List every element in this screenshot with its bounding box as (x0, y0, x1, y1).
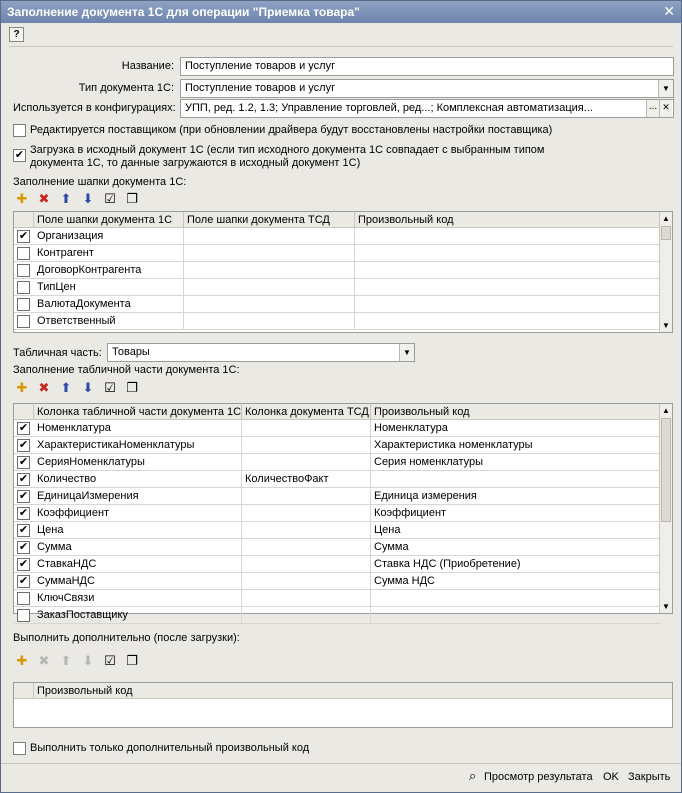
add-icon[interactable]: ✚ (16, 653, 28, 668)
table-cell[interactable] (242, 539, 371, 556)
row-checkbox[interactable] (17, 592, 30, 605)
doctype-dropdown-icon[interactable]: ▼ (658, 80, 673, 97)
table-header (14, 212, 661, 228)
table-row[interactable] (14, 488, 661, 505)
scroll-up-icon[interactable]: ▲ (662, 214, 670, 223)
name-label: Название: (121, 60, 174, 72)
table-cell[interactable]: Коэффициент (374, 507, 447, 519)
column-header[interactable]: Произвольный код (358, 214, 454, 226)
tabular-columns-table (13, 403, 673, 621)
row-checkbox[interactable]: ✔ (18, 575, 29, 587)
row-checkbox[interactable] (17, 247, 30, 260)
table-cell[interactable] (371, 607, 661, 624)
column-header[interactable]: Поле шапки документа ТСД (184, 212, 355, 228)
scroll-up-icon[interactable]: ▲ (662, 406, 670, 415)
table-cell[interactable] (184, 262, 355, 279)
load-into-source-checkbox[interactable]: ✔ (14, 149, 25, 161)
table-cell[interactable]: ВалютаДокумента (34, 296, 184, 313)
table-cell[interactable]: ХарактеристикаНоменклатуры (34, 437, 242, 454)
delete-icon[interactable]: ✖ (38, 380, 50, 395)
table-cell[interactable]: Коэффициент (34, 505, 242, 522)
table-cell[interactable]: Ставка НДС (Приобретение) (374, 558, 521, 570)
tabular-toolbar (13, 379, 145, 399)
add-icon[interactable]: ✚ (16, 191, 28, 206)
table-row[interactable] (14, 262, 661, 279)
column-header[interactable]: Колонка табличной части документа 1С (34, 404, 242, 420)
move-down-icon[interactable]: ⬇ (82, 191, 94, 206)
table-cell[interactable]: ДоговорКонтрагента (34, 262, 184, 279)
table-cell[interactable] (371, 590, 661, 607)
table-cell[interactable]: Серия номенклатуры (374, 456, 484, 468)
row-checkbox[interactable] (17, 298, 30, 311)
table-cell[interactable]: Цена (34, 522, 242, 539)
table-cell[interactable]: Контрагент (34, 245, 184, 262)
table-cell[interactable] (184, 245, 355, 262)
table-cell[interactable]: КлючСвязи (34, 590, 242, 607)
table-cell[interactable]: Цена (374, 524, 401, 536)
delete-icon[interactable]: ✖ (38, 191, 50, 206)
table-cell[interactable] (242, 590, 371, 607)
table-cell[interactable] (242, 607, 371, 624)
tabular-label: Табличная часть: (13, 347, 102, 359)
table-cell[interactable]: Номенклатура (34, 420, 242, 437)
title-bar (1, 1, 681, 23)
move-down-icon[interactable]: ⬇ (82, 653, 94, 668)
table-cell[interactable] (242, 556, 371, 573)
copy-icon[interactable]: ❐ (126, 191, 138, 206)
table-cell[interactable] (184, 313, 355, 330)
configs-value: УПП, ред. 1.2, 1.3; Управление торговлей, ред...; Комплексная автоматизация... (185, 102, 593, 114)
table-cell[interactable]: Номенклатура (374, 422, 448, 434)
tabular-value: Товары (112, 346, 150, 358)
delete-icon[interactable]: ✖ (38, 653, 50, 668)
scroll-down-icon[interactable]: ▼ (662, 321, 670, 330)
only-extra-code-checkbox[interactable] (13, 742, 26, 755)
row-checkbox[interactable] (17, 609, 30, 622)
table-row[interactable] (14, 471, 661, 488)
table-row[interactable] (14, 437, 661, 454)
move-up-icon[interactable]: ⬆ (60, 191, 72, 206)
after-load-toolbar (13, 652, 145, 672)
only-extra-code-label: Выполнить только дополнительный произвольный код (30, 742, 310, 754)
close-button[interactable]: Закрыть (628, 771, 671, 783)
row-checkbox[interactable]: ✔ (18, 473, 29, 485)
table-cell[interactable]: Характеристика номенклатуры (374, 439, 533, 451)
table-row[interactable] (14, 505, 661, 522)
table-cell[interactable] (355, 296, 661, 313)
doctype-value: Поступление товаров и услуг (185, 82, 336, 94)
doctype-label: Тип документа 1С: (78, 82, 174, 94)
configs-field[interactable] (180, 99, 674, 118)
table-row[interactable] (14, 228, 661, 245)
window-title: Заполнение документа 1С для операции "Приемка товара" (7, 5, 360, 19)
table-cell[interactable]: СерияНоменклатуры (34, 454, 242, 471)
table-row[interactable] (14, 296, 661, 313)
table-row[interactable] (14, 420, 661, 437)
search-icon: ⌕ (469, 768, 477, 783)
table-cell[interactable]: Сумма НДС (374, 575, 435, 587)
table-row[interactable] (14, 522, 661, 539)
row-checkbox[interactable]: ✔ (18, 524, 29, 536)
table-cell[interactable]: Единица измерения (374, 490, 477, 502)
table-row[interactable] (14, 539, 661, 556)
table-cell[interactable]: Сумма (34, 539, 242, 556)
check-all-icon[interactable]: ☑ (104, 653, 116, 668)
column-header[interactable]: Произвольный код (374, 406, 470, 418)
configs-label: Используется в конфигурациях: (13, 102, 176, 114)
name-field[interactable]: Поступление товаров и услуг (180, 57, 674, 76)
table-cell[interactable]: СуммаНДС (34, 573, 242, 590)
configs-clear-icon[interactable]: ✕ (659, 100, 672, 117)
table-header (14, 683, 672, 699)
scroll-thumb[interactable] (661, 226, 671, 240)
move-up-icon[interactable]: ⬆ (60, 380, 72, 395)
after-load-table (13, 682, 673, 728)
table-cell[interactable]: ЕдиницаИзмерения (34, 488, 242, 505)
table-cell[interactable]: КоличествоФакт (242, 471, 371, 488)
row-checkbox[interactable]: ✔ (18, 490, 29, 502)
row-checkbox[interactable] (17, 264, 30, 277)
table-row[interactable] (14, 590, 661, 607)
table-cell[interactable]: СтавкаНДС (34, 556, 242, 573)
scroll-thumb[interactable] (661, 418, 671, 522)
table-cell[interactable] (242, 505, 371, 522)
table-cell[interactable]: Количество (34, 471, 242, 488)
table-cell[interactable] (242, 488, 371, 505)
load-into-source-label-line2: документа 1С, то данные загружаются в исходный документ 1С) (30, 157, 361, 169)
divider (9, 46, 673, 47)
ok-button[interactable]: OK (603, 771, 619, 783)
header-table-scrollbar[interactable] (659, 212, 672, 332)
add-icon[interactable]: ✚ (16, 380, 28, 395)
table-cell[interactable] (184, 296, 355, 313)
table-cell[interactable] (371, 471, 661, 488)
row-checkbox[interactable]: ✔ (18, 230, 29, 242)
check-all-icon[interactable]: ☑ (104, 191, 116, 206)
tabular-section-title: Заполнение табличной части документа 1С: (13, 364, 240, 376)
check-all-icon[interactable]: ☑ (104, 380, 116, 395)
row-checkbox[interactable]: ✔ (18, 439, 29, 451)
column-header[interactable]: Произвольный код (37, 685, 133, 697)
copy-icon[interactable]: ❐ (126, 380, 138, 395)
table-cell[interactable] (242, 454, 371, 471)
table-row[interactable] (14, 573, 661, 590)
table-row[interactable] (14, 279, 661, 296)
tabular-table-scrollbar[interactable] (659, 404, 672, 613)
table-cell[interactable] (242, 437, 371, 454)
row-checkbox[interactable]: ✔ (18, 422, 29, 434)
move-up-icon[interactable]: ⬆ (60, 653, 72, 668)
copy-icon[interactable]: ❐ (126, 653, 138, 668)
doctype-select[interactable] (180, 79, 674, 98)
table-cell[interactable] (242, 522, 371, 539)
load-into-source-label-line1: Загрузка в исходный документ 1С (если тип исходного документа 1С совпадает с выбранным типом (30, 144, 545, 156)
tabular-select[interactable] (107, 343, 415, 362)
configs-select-button[interactable]: ... (646, 100, 659, 117)
edited-by-supplier-checkbox[interactable] (13, 124, 26, 137)
header-section-title: Заполнение шапки документа 1С: (13, 176, 187, 188)
table-cell[interactable] (355, 313, 661, 330)
row-checkbox[interactable]: ✔ (18, 558, 29, 570)
row-checkbox[interactable]: ✔ (18, 456, 29, 468)
column-header[interactable]: Колонка документа ТСД (242, 404, 371, 420)
divider (1, 763, 681, 764)
close-icon[interactable]: ✕ (663, 3, 675, 19)
table-cell[interactable] (242, 573, 371, 590)
scroll-down-icon[interactable]: ▼ (662, 602, 670, 611)
table-cell[interactable] (355, 279, 661, 296)
table-cell[interactable] (184, 279, 355, 296)
table-cell[interactable]: Сумма (374, 541, 409, 553)
table-row[interactable] (14, 245, 661, 262)
after-load-title: Выполнить дополнительно (после загрузки): (13, 632, 240, 644)
table-cell[interactable] (242, 420, 371, 437)
header-toolbar (13, 190, 145, 210)
table-row[interactable] (14, 607, 661, 624)
table-cell[interactable]: Организация (34, 228, 184, 245)
row-checkbox[interactable]: ✔ (18, 507, 29, 519)
edited-by-supplier-label: Редактируется поставщиком (при обновлении драйвера будут восстановлены настройки поставщика) (30, 124, 553, 136)
table-row[interactable] (14, 313, 661, 330)
table-cell[interactable] (355, 245, 661, 262)
table-cell[interactable]: ЗаказПоставщику (34, 607, 242, 624)
table-header (14, 404, 661, 420)
table-row[interactable] (14, 454, 661, 471)
table-cell[interactable] (355, 262, 661, 279)
row-checkbox[interactable] (17, 315, 30, 328)
column-header[interactable]: Поле шапки документа 1С (34, 212, 184, 228)
table-cell[interactable]: ТипЦен (34, 279, 184, 296)
move-down-icon[interactable]: ⬇ (82, 380, 94, 395)
help-button[interactable]: ? (9, 27, 24, 42)
table-cell[interactable] (184, 228, 355, 245)
table-cell[interactable]: Ответственный (34, 313, 184, 330)
preview-result-button[interactable]: Просмотр результата (484, 771, 593, 783)
tabular-dropdown-icon[interactable]: ▼ (399, 344, 414, 361)
header-fields-table (13, 211, 673, 333)
row-checkbox[interactable] (17, 281, 30, 294)
table-cell[interactable] (355, 228, 661, 245)
row-checkbox[interactable]: ✔ (18, 541, 29, 553)
table-row[interactable] (14, 556, 661, 573)
